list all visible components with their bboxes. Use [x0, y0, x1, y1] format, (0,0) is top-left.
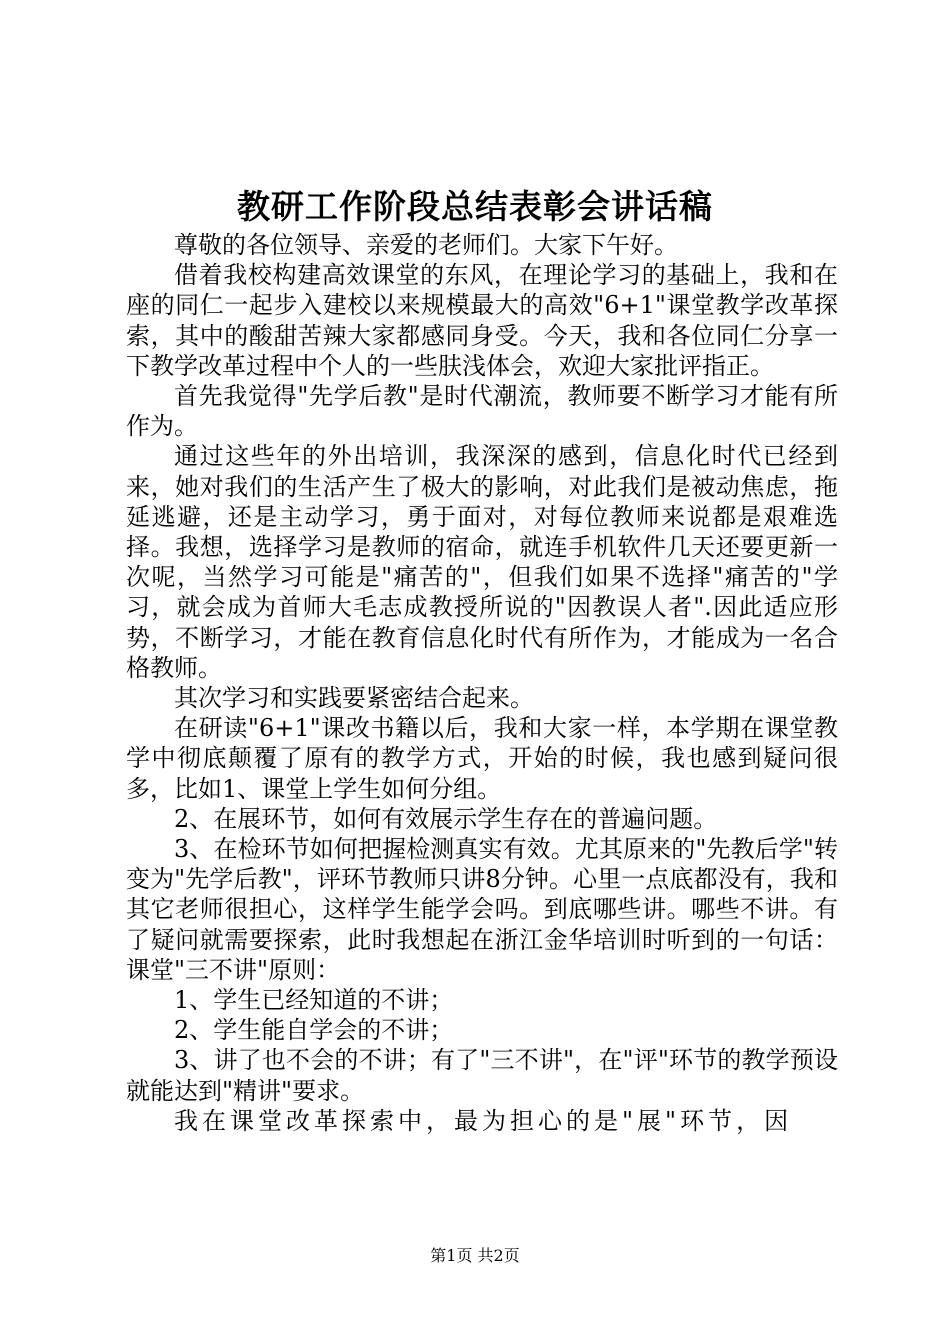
- paragraph-greeting: 尊敬的各位领导、亲爱的老师们。大家下午好。: [174, 231, 678, 259]
- paragraph-point-two: 其次学习和实践要紧密结合起来。: [174, 684, 534, 713]
- paragraph-introduction: 借着我校构建高效课堂的东风，在理论学习的基础上，我和在座的同仁一起步入建校以来规模最大的高效"6+1"课堂教学改革探索，其中的酸甜苦辣大家都感同身受。今天，我和各位同仁分享一下教学改革过程中个人的一些肤浅体会，欢迎大家批评指正。: [126, 261, 838, 380]
- paragraph-question-three: 3、在检环节如何把握检测真实有效。尤其原来的"先教后学"转变为"先学后教"，评环节教师只讲8分钟。心里一点底都没有，我和其它老师很担心，这样学生能学会吗。到底哪些讲。哪些不讲。有了疑问就需要探索，此时我想起在浙江金华培训时听到的一句话：课堂"三不讲"原则：: [126, 835, 838, 984]
- paragraph-question-two: 2、在展环节，如何有效展示学生存在的普遍问题。: [174, 804, 718, 833]
- paragraph-rule-one: 1、学生已经知道的不讲；: [174, 986, 454, 1015]
- paragraph-training-reflection: 通过这些年的外出培训，我深深的感到，信息化时代已经到来，她对我们的生活产生了极大的影响，对此我们是被动焦虑，拖延逃避，还是主动学习，勇于面对，对每位教师来说都是艰难选择。我想，选择学习是教师的宿命，就连手机软件几天还要更新一次呢，当然学习可能是"痛苦的"，但我们如果不选择"痛苦的"学习，就会成为首师大毛志成教授所说的"因教误人者".因此适应形势，不断学习，才能在教育信息化时代有所作为，才能成为一名合格教师。: [126, 442, 838, 682]
- paragraph-rule-two: 2、学生能自学会的不讲；: [174, 1016, 454, 1045]
- document-title: 教研工作阶段总结表彰会讲话稿: [237, 187, 713, 226]
- document-body: [126, 230, 838, 1136]
- paragraph-display-concern: 我在课堂改革探索中，最为担心的是"展"环节，因: [174, 1106, 793, 1135]
- paragraph-rule-three: 3、讲了也不会的不讲；有了"三不讲"，在"评"环节的教学预设就能达到"精讲"要求。: [126, 1046, 838, 1105]
- paragraph-reform-practice: 在研读"6+1"课改书籍以后，我和大家一样，本学期在课堂教学中彻底颠覆了原有的教学方式，开始的时候，我也感到疑问很多，比如1、课堂上学生如何分组。: [126, 714, 838, 803]
- paragraph-point-one: 首先我觉得"先学后教"是时代潮流，教师要不断学习才能有所作为。: [126, 382, 838, 441]
- page-footer: 第1页 共2页: [430, 1246, 520, 1265]
